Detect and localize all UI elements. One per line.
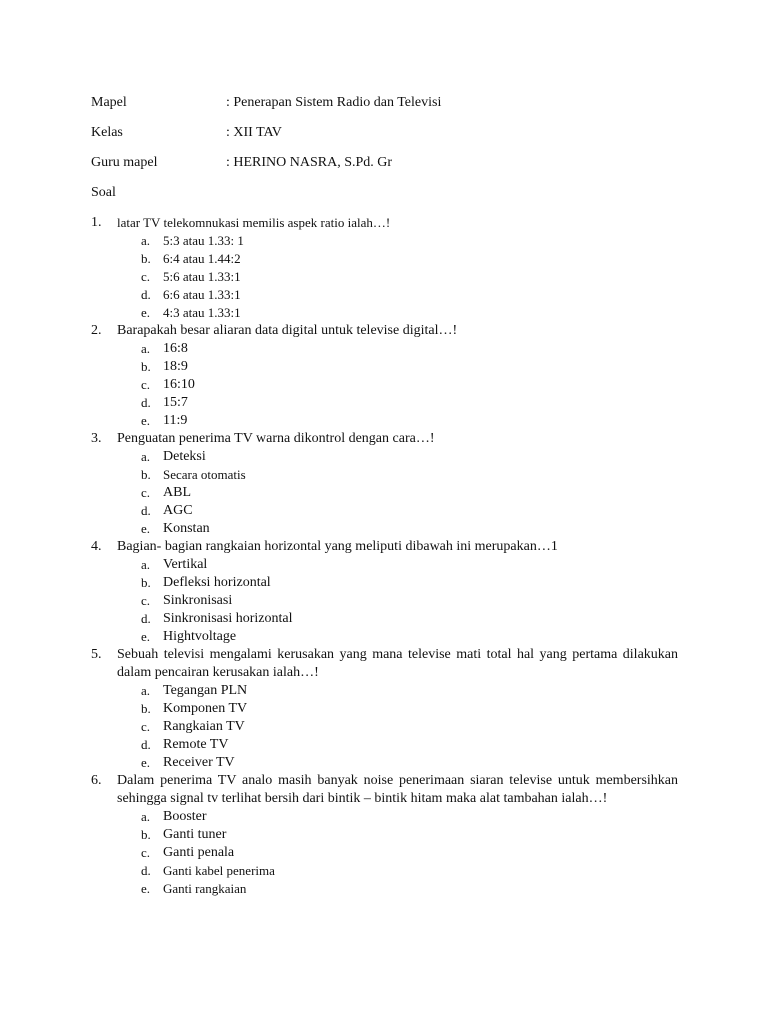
option-text: Sinkronisasi horizontal — [163, 611, 293, 626]
option-letter: a. — [141, 557, 151, 572]
option-item — [141, 682, 678, 700]
option-item — [141, 232, 678, 250]
option-letter: a. — [141, 341, 151, 356]
question-1 — [91, 214, 678, 322]
option-text: Defleksi horizontal — [163, 575, 271, 590]
option-item — [141, 484, 678, 502]
question-6 — [91, 772, 678, 898]
question-text: Bagian- bagian rangkaian horizontal yang meliputi dibawah ini merupakan…1 — [117, 539, 558, 554]
option-item — [141, 502, 678, 520]
option-letter: e. — [141, 413, 151, 428]
option-text: Deteksi — [163, 449, 206, 464]
option-letter: a. — [141, 233, 151, 248]
option-letter: a. — [141, 683, 151, 698]
option-text: Ganti rangkaian — [163, 881, 247, 896]
option-text: Komponen TV — [163, 701, 248, 716]
option-text: Ganti tuner — [163, 827, 227, 842]
option-letter: b. — [141, 251, 151, 266]
option-text: Konstan — [163, 521, 210, 536]
option-letter: b. — [141, 701, 151, 716]
question-number: 5. — [91, 647, 102, 662]
question-text: Sebuah televisi mengalami kerusakan yang mana televise mati total hal yang pertama dilakukan dalam pencairan kerusakan ialah…! — [117, 647, 678, 680]
question-number: 4. — [91, 539, 102, 554]
option-item — [141, 700, 678, 718]
option-text: Rangkaian TV — [163, 719, 245, 734]
mapel-label: Mapel — [91, 95, 127, 110]
option-letter: c. — [141, 719, 151, 734]
option-list — [141, 340, 678, 430]
option-item — [141, 358, 678, 376]
question-text: Dalam penerima TV analo masih banyak noise penerimaan siaran televise untuk membersihkan sehingga signal tv terlihat bersih dari bintik – bintik hitam maka alat tambahan ialah…! — [117, 773, 678, 806]
option-item — [141, 880, 678, 898]
option-text: 16:8 — [163, 341, 188, 356]
option-letter: b. — [141, 359, 151, 374]
option-text: 6:6 atau 1.33:1 — [163, 287, 241, 302]
option-letter: e. — [141, 629, 151, 644]
option-item — [141, 826, 678, 844]
option-text: AGC — [163, 503, 193, 518]
option-text: 18:9 — [163, 359, 188, 374]
question-3 — [91, 430, 678, 538]
option-item — [141, 304, 678, 322]
option-item — [141, 412, 678, 430]
option-letter: d. — [141, 611, 151, 626]
option-letter: a. — [141, 809, 151, 824]
option-letter: d. — [141, 863, 151, 878]
option-text: 16:10 — [163, 377, 195, 392]
question-2 — [91, 322, 678, 430]
option-text: Tegangan PLN — [163, 683, 248, 698]
header-row-kelas — [91, 122, 691, 152]
question-number: 3. — [91, 431, 102, 446]
option-item — [141, 250, 678, 268]
option-letter: d. — [141, 737, 151, 752]
option-letter: a. — [141, 449, 151, 464]
soal-heading: Soal — [91, 185, 116, 200]
option-letter: c. — [141, 845, 151, 860]
option-text: 6:4 atau 1.44:2 — [163, 251, 241, 266]
option-letter: e. — [141, 881, 151, 896]
option-letter: b. — [141, 575, 151, 590]
option-item — [141, 862, 678, 880]
question-text: latar TV telekomnukasi memilis aspek ratio ialah…! — [117, 215, 391, 230]
question-5 — [91, 646, 678, 772]
option-item — [141, 520, 678, 538]
option-letter: c. — [141, 485, 151, 500]
option-text: Ganti penala — [163, 845, 235, 860]
option-letter: c. — [141, 377, 151, 392]
option-item — [141, 718, 678, 736]
question-text: Barapakah besar aliaran data digital untuk televise digital…! — [117, 323, 458, 338]
question-text: Penguatan penerima TV warna dikontrol dengan cara…! — [117, 431, 435, 446]
header-row-mapel — [91, 92, 691, 122]
guru-label: Guru mapel — [91, 155, 158, 170]
option-item — [141, 448, 678, 466]
option-text: Remote TV — [163, 737, 229, 752]
option-letter: c. — [141, 593, 151, 608]
document-header — [91, 92, 691, 182]
option-item — [141, 376, 678, 394]
option-list — [141, 682, 678, 772]
question-4 — [91, 538, 678, 646]
kelas-label: Kelas — [91, 125, 123, 140]
option-text: 4:3 atau 1.33:1 — [163, 305, 241, 320]
option-text: Booster — [163, 809, 207, 824]
option-list — [141, 448, 678, 538]
option-text: Receiver TV — [163, 755, 235, 770]
option-letter: b. — [141, 827, 151, 842]
option-text: 5:6 atau 1.33:1 — [163, 269, 241, 284]
option-letter: d. — [141, 395, 151, 410]
option-text: 15:7 — [163, 395, 188, 410]
option-text: Sinkronisasi — [163, 593, 233, 608]
option-letter: e. — [141, 305, 151, 320]
option-letter: e. — [141, 521, 151, 536]
question-number: 1. — [91, 215, 102, 230]
option-item — [141, 394, 678, 412]
question-number: 2. — [91, 323, 102, 338]
option-item — [141, 808, 678, 826]
option-text: 5:3 atau 1.33: 1 — [163, 233, 244, 248]
option-text: ABL — [163, 485, 191, 500]
option-item — [141, 340, 678, 358]
option-item — [141, 592, 678, 610]
option-text: 11:9 — [163, 413, 188, 428]
option-item — [141, 466, 678, 484]
option-list — [141, 556, 678, 646]
kelas-value: : XII TAV — [226, 125, 282, 140]
option-list — [141, 808, 678, 898]
option-text: Ganti kabel penerima — [163, 863, 275, 878]
option-item — [141, 574, 678, 592]
option-item — [141, 628, 678, 646]
option-item — [141, 268, 678, 286]
guru-value: : HERINO NASRA, S.Pd. Gr — [226, 155, 393, 170]
mapel-value: : Penerapan Sistem Radio dan Televisi — [226, 95, 442, 110]
option-item — [141, 754, 678, 772]
option-text: Secara otomatis — [163, 467, 246, 482]
option-item — [141, 556, 678, 574]
question-number: 6. — [91, 773, 102, 788]
option-item — [141, 610, 678, 628]
option-item — [141, 844, 678, 862]
question-list — [91, 214, 678, 898]
option-letter: d. — [141, 287, 151, 302]
option-letter: c. — [141, 269, 151, 284]
option-list — [141, 232, 678, 322]
option-letter: e. — [141, 755, 151, 770]
option-letter: d. — [141, 503, 151, 518]
option-text: Vertikal — [163, 557, 208, 572]
option-item — [141, 736, 678, 754]
option-item — [141, 286, 678, 304]
header-row-guru — [91, 152, 691, 182]
option-letter: b. — [141, 467, 151, 482]
option-text: Hightvoltage — [163, 629, 237, 644]
